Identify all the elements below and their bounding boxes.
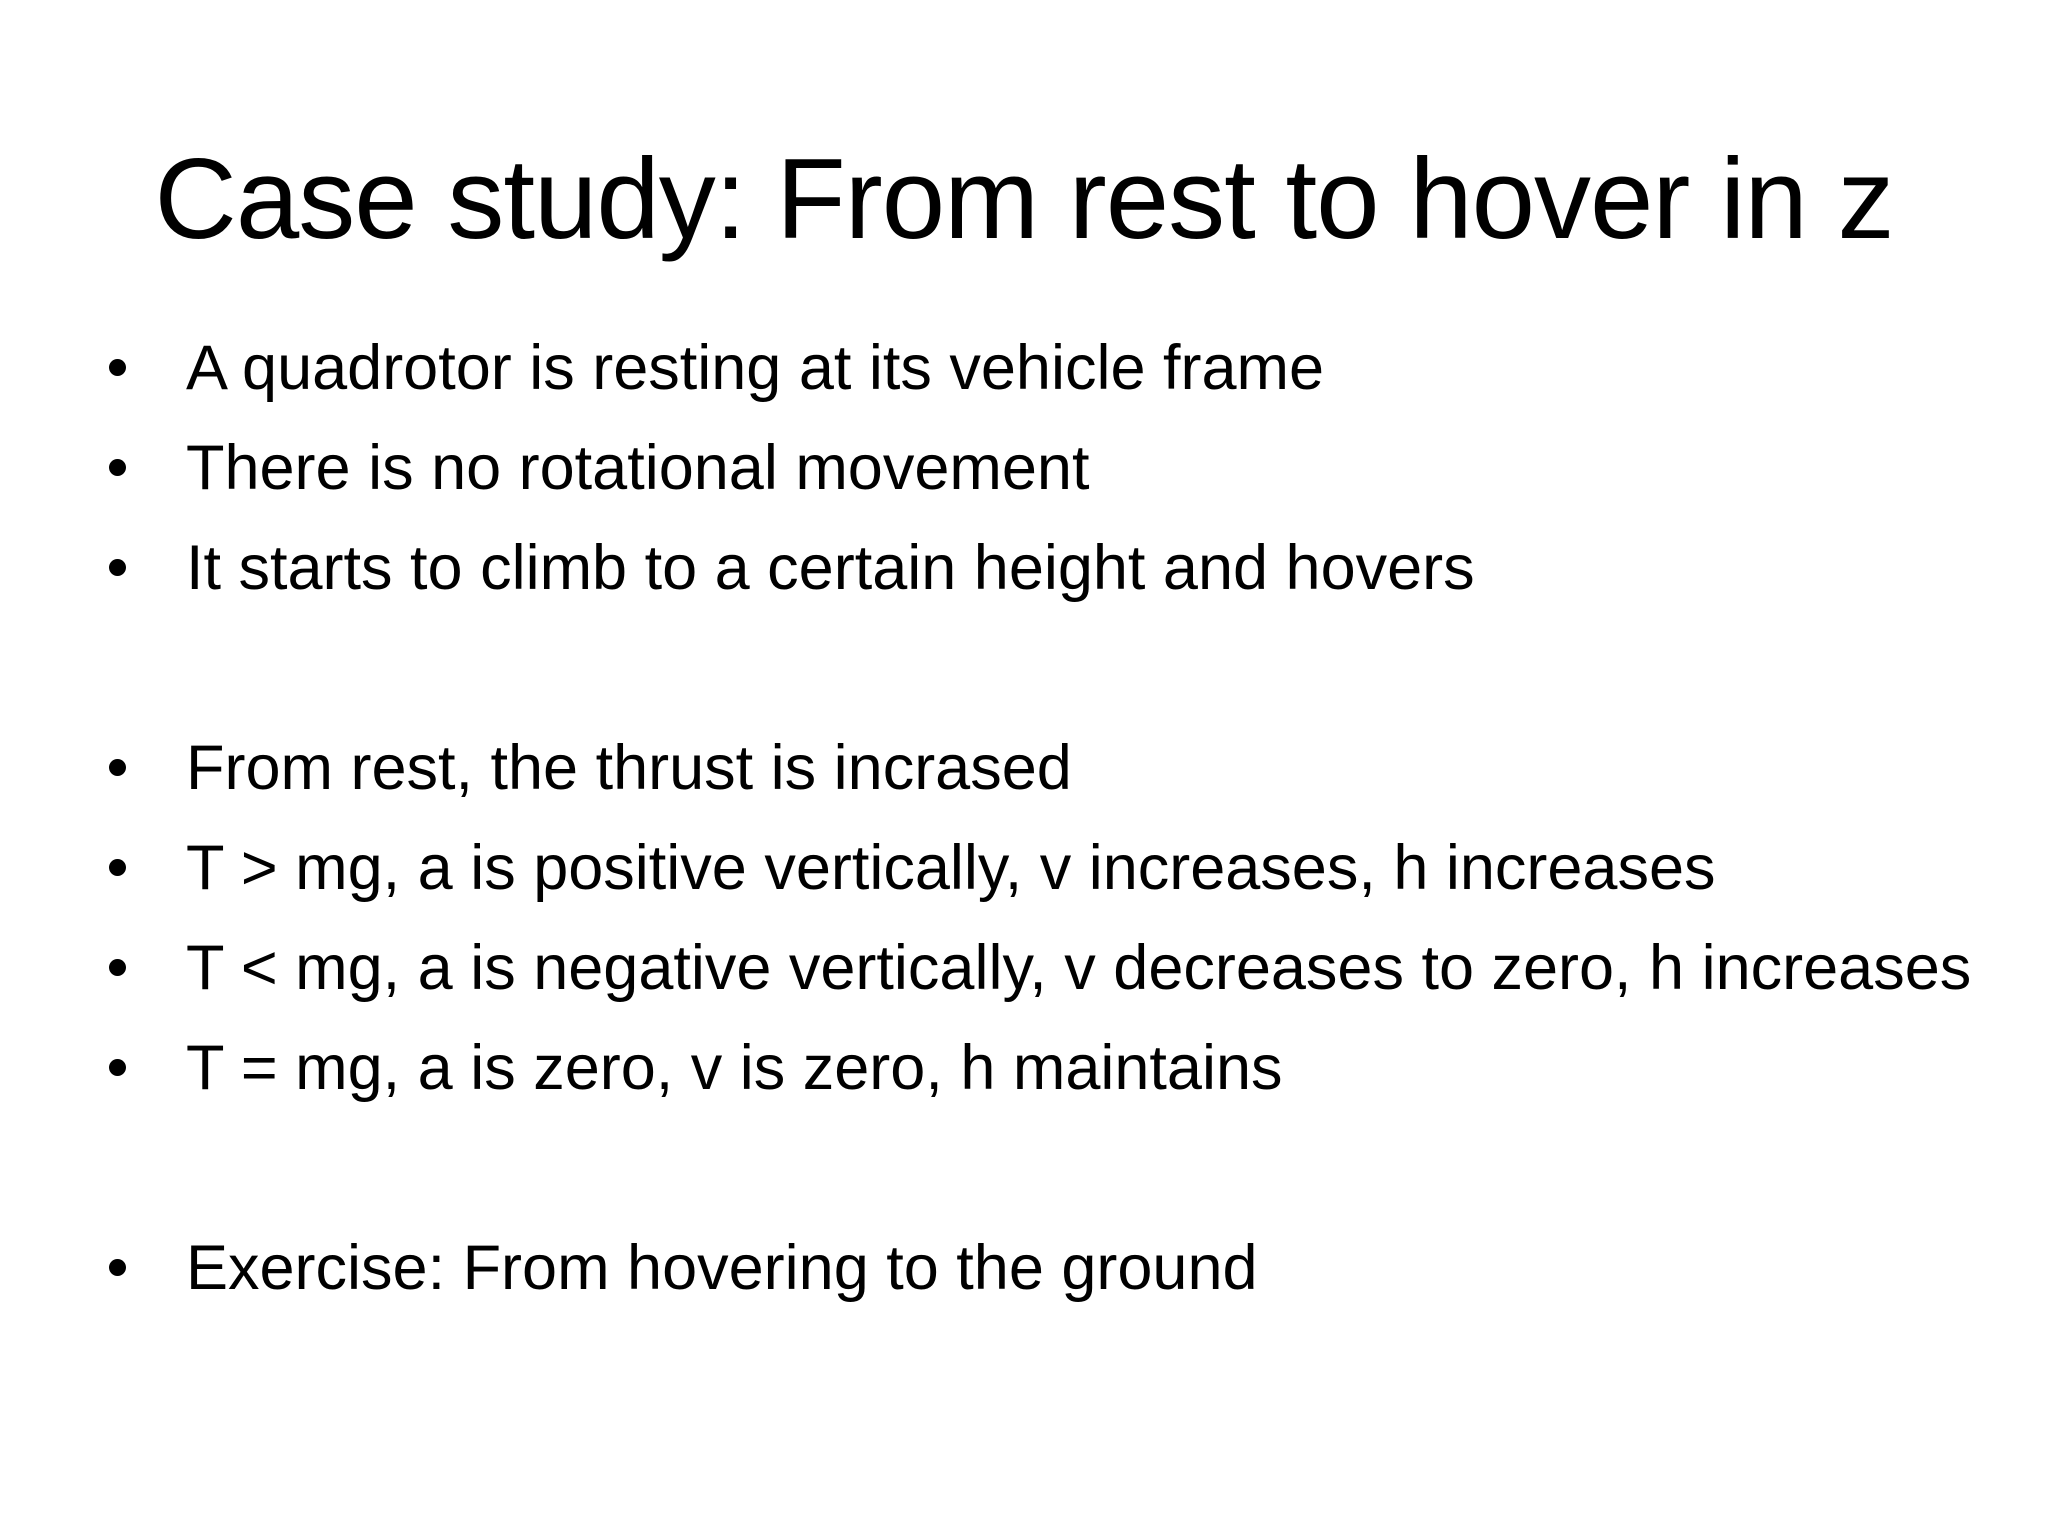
bullet-item bbox=[0, 1226, 2048, 1310]
bullet-icon bbox=[109, 1259, 126, 1276]
bullet-item bbox=[0, 1026, 2048, 1110]
bullet-icon bbox=[109, 759, 126, 776]
bullet-text: It starts to climb to a certain height and hovers bbox=[186, 533, 1475, 603]
bullet-icon bbox=[109, 559, 126, 576]
bullet-icon bbox=[109, 359, 126, 376]
bullet-icon bbox=[109, 959, 126, 976]
bullet-text: T < mg, a is negative vertically, v decreases to zero, h increases bbox=[186, 933, 1972, 1003]
bullet-item bbox=[0, 926, 2048, 1010]
bullet-icon bbox=[109, 859, 126, 876]
bullet-item bbox=[0, 426, 2048, 510]
bullet-text: A quadrotor is resting at its vehicle frame bbox=[186, 333, 1325, 403]
bullet-item bbox=[0, 326, 2048, 410]
bullet-item bbox=[0, 826, 2048, 910]
slide-title: Case study: From rest to hover in z bbox=[154, 136, 1894, 263]
bullet-item bbox=[0, 526, 2048, 610]
bullet-icon bbox=[109, 1059, 126, 1076]
bullet-text: Exercise: From hovering to the ground bbox=[186, 1233, 1258, 1303]
bullet-icon bbox=[109, 459, 126, 476]
bullet-text: T > mg, a is positive vertically, v increases, h increases bbox=[186, 833, 1716, 903]
bullet-text: There is no rotational movement bbox=[186, 433, 1090, 503]
bullet-item bbox=[0, 726, 2048, 810]
bullet-text: T = mg, a is zero, v is zero, h maintains bbox=[186, 1033, 1283, 1103]
bullet-text: From rest, the thrust is incrased bbox=[186, 733, 1072, 803]
